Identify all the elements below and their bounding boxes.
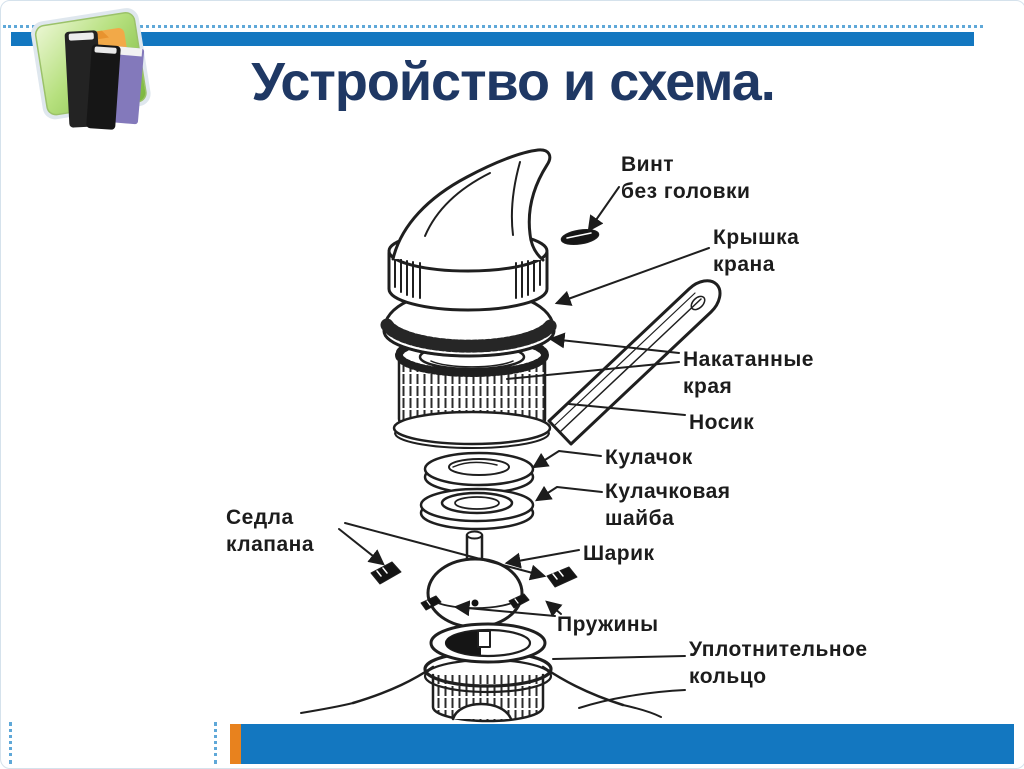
leader-seats-left <box>339 529 383 564</box>
label-springs: Пружины <box>557 613 659 636</box>
faucet-base-part <box>301 624 661 721</box>
label-screw: Винт без головки <box>621 153 751 203</box>
cam-washer-part <box>421 489 533 529</box>
leader-ball <box>507 550 579 563</box>
label-oring: Уплотнительное кольцо <box>689 638 868 688</box>
leader-oring-b <box>579 690 685 708</box>
headless-screw-part <box>560 227 600 247</box>
handle-part <box>393 150 550 260</box>
label-knurled: Накатанные края <box>683 348 814 398</box>
label-cam: Кулачок <box>605 446 693 469</box>
cam-part <box>425 453 533 493</box>
label-washer: Кулачковая шайба <box>605 480 731 530</box>
label-cap: Крышка крана <box>713 226 800 276</box>
leader-oring-a <box>553 656 685 659</box>
leader-cam <box>534 451 601 467</box>
footer-orange-stripe <box>230 724 241 764</box>
footer-dotted-line-left <box>9 722 12 764</box>
label-ball: Шарик <box>583 542 655 565</box>
label-spout: Носик <box>689 411 755 434</box>
faucet-exploded-diagram <box>1 1 1024 768</box>
leader-washer <box>537 487 602 500</box>
footer-blue-bar <box>241 724 1014 764</box>
footer-dotted-line-mid <box>214 722 217 764</box>
slide-title: Устройство и схема. <box>251 52 775 112</box>
leader-screw <box>589 187 619 230</box>
label-seats: Седла клапана <box>226 506 315 556</box>
